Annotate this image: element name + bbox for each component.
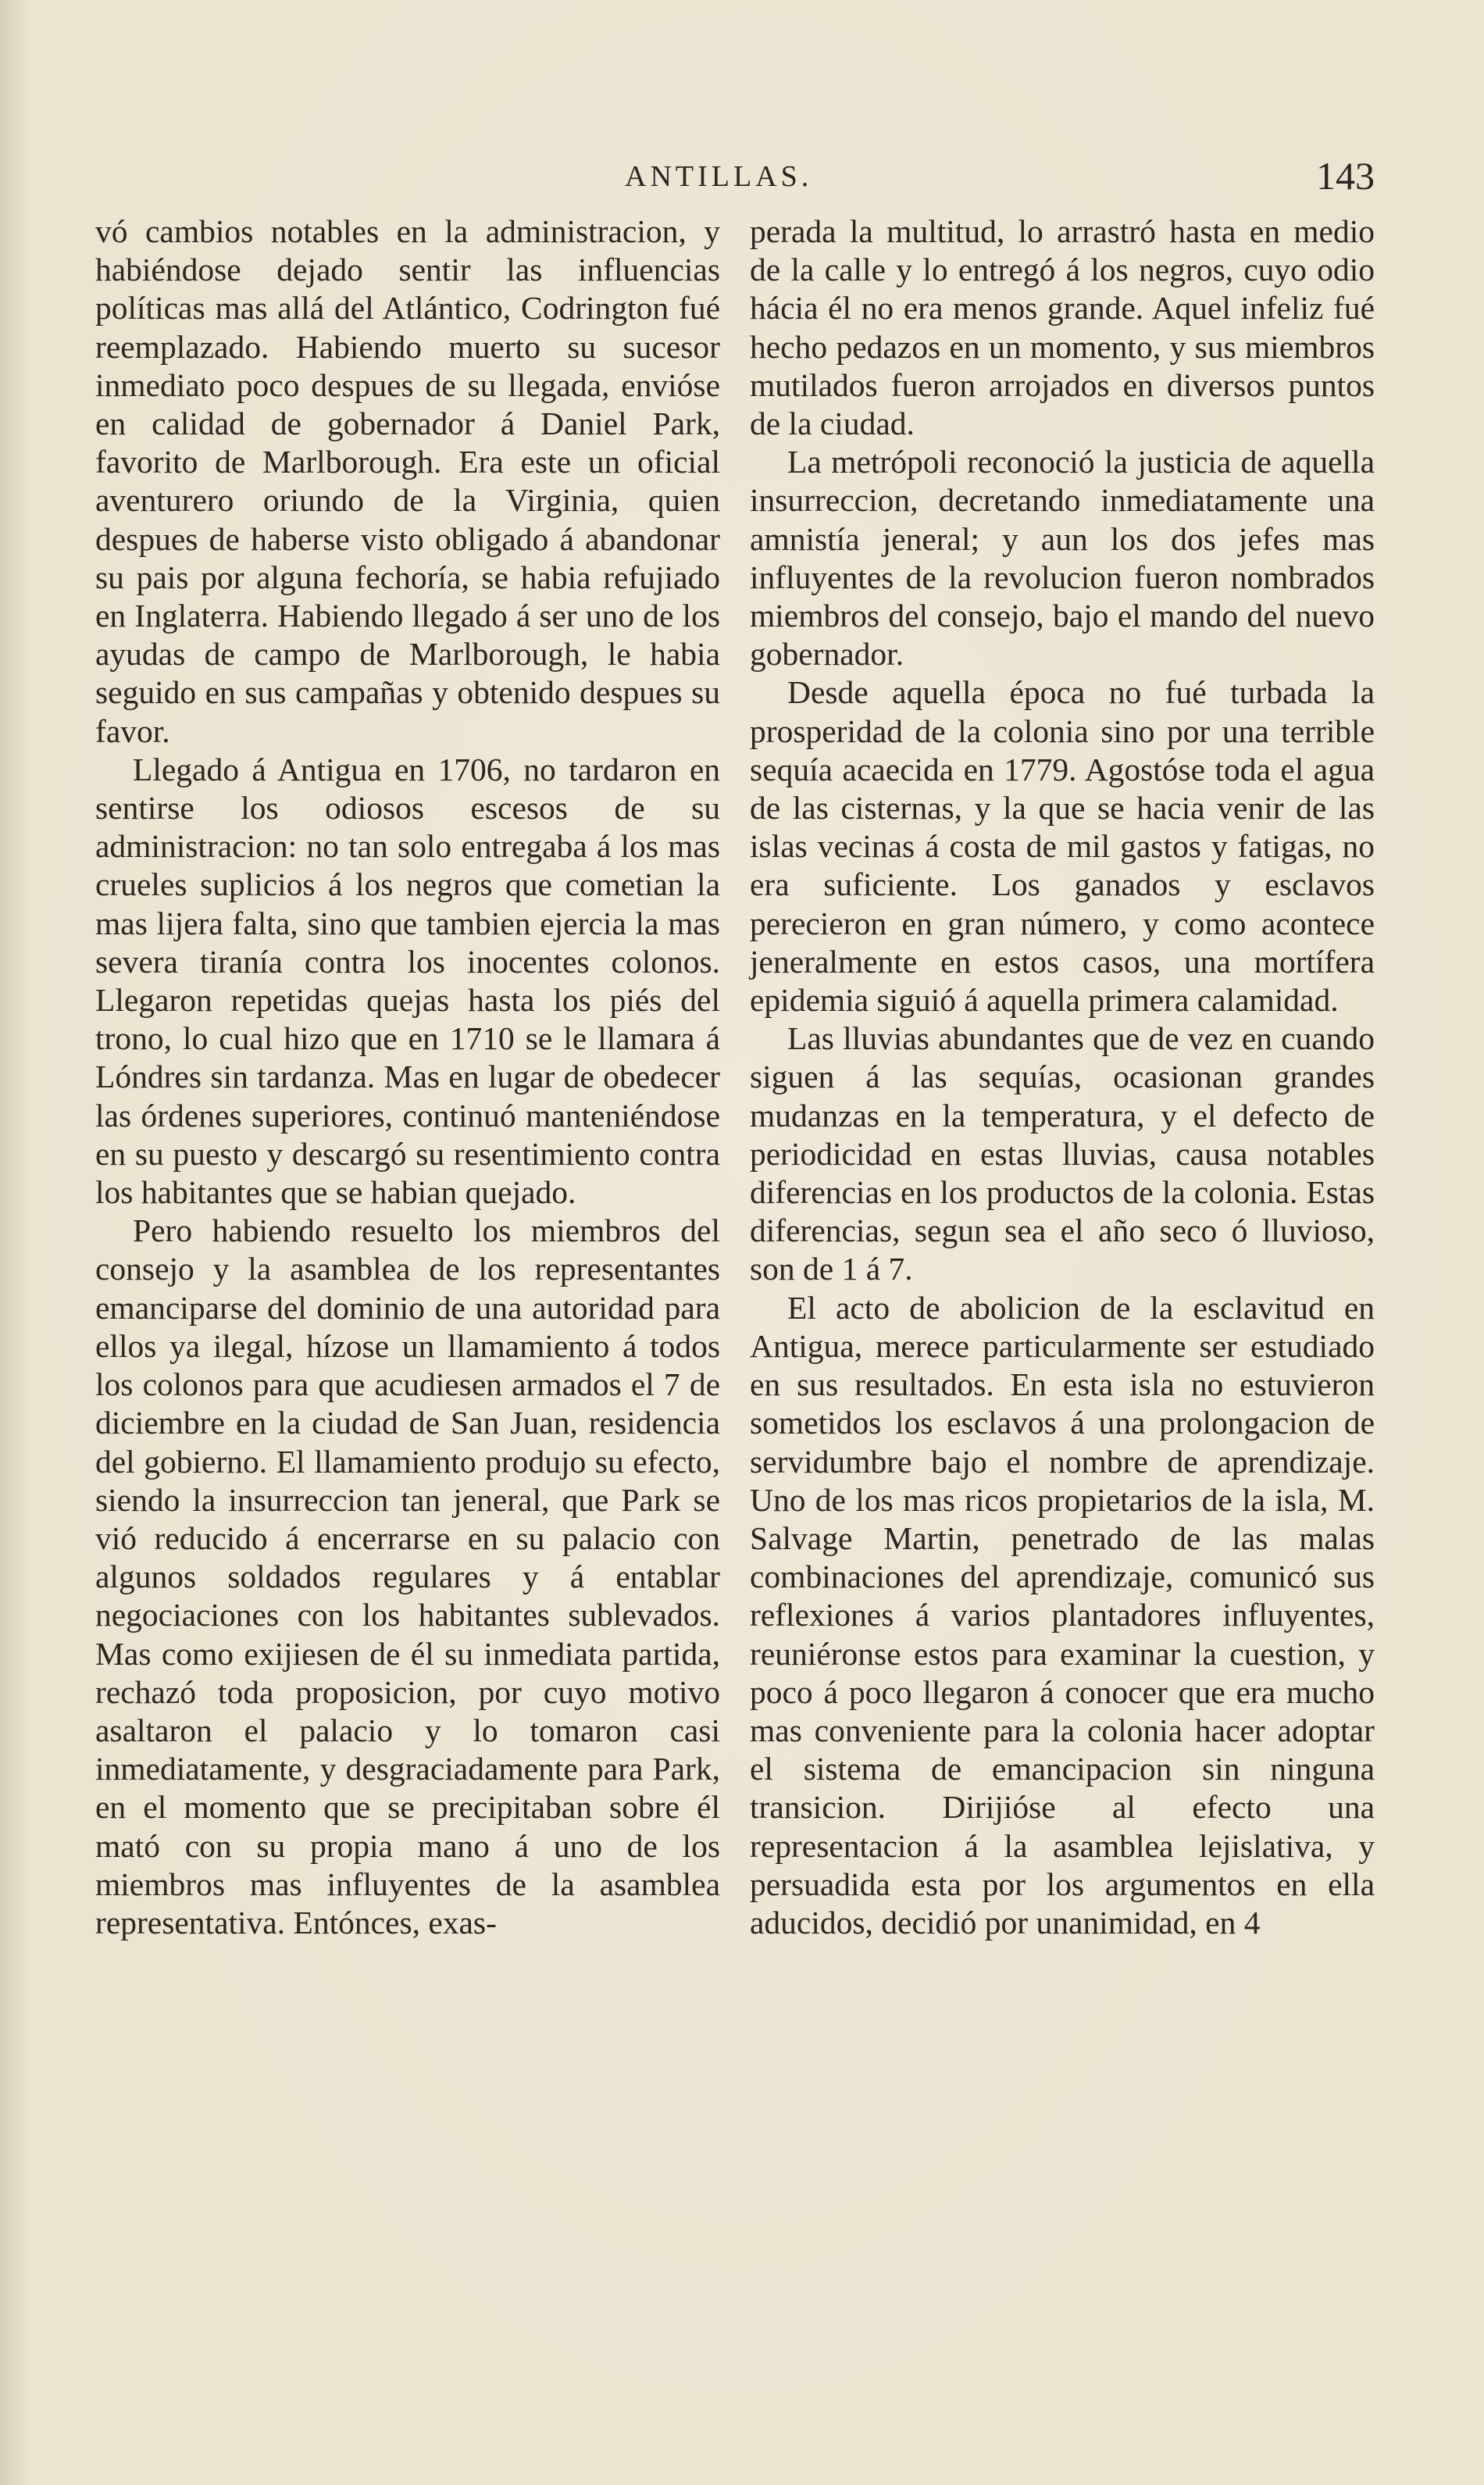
- right-column: [750, 212, 1375, 1942]
- left-column: [95, 212, 720, 1942]
- page-header: [94, 153, 1375, 200]
- page-number: 143: [1316, 154, 1375, 198]
- page-gutter-shadow: [0, 0, 31, 2485]
- paragraph: El acto de abolicion de la esclavitud en Antigua, merece particularmente ser estudiado en sus resultados. En esta isla no estuvieron sometidos los esclavos á una prolongacion de servidumbre bajo el nombre de aprendizaje. Uno de los mas ricos propietarios de la isla, M. Salvage Martin, penetrado de las malas combinaciones del aprendizaje, comunicó sus reflexiones á varios plantadores influyentes, reuniéronse estos para examinar la cuestion, y poco á poco llegaron á conocer que era mucho mas conveniente para la colonia hacer adoptar el sistema de emancipacion sin ninguna transicion. Dirijióse al efecto una representacion á la asamblea lejislativa, y persuadida esta por los argumentos en ella aducidos, decidió por unanimidad, en 4: [750, 1289, 1375, 1941]
- paragraph: Pero habiendo resuelto los miembros del consejo y la asamblea de los representantes emanciparse del dominio de una autoridad para ellos ya ilegal, hízose un llamamiento á todos los colonos para que acudiesen armados el 7 de diciembre en la ciudad de San Juan, residencia del gobierno. El llamamiento produjo su efecto, siendo la insurreccion tan jeneral, que Park se vió reducido á encerrarse en su palacio con algunos soldados regulares y á entablar negociaciones con los habitantes sublevados. Mas como exijiesen de él su inmediata partida, rechazó toda proposicion, por cuyo motivo asaltaron el palacio y lo tomaron casi inmediatamente, y desgraciadamente para Park, en el momento que se precipitaban sobre él mató con su propia mano á uno de los miembros mas influyentes de la asamblea representativa. Entónces, exas-: [95, 1212, 720, 1941]
- paragraph: Las lluvias abundantes que de vez en cuando siguen á las sequías, ocasionan grandes mudanzas en la temperatura, y el defecto de periodicidad en estas lluvias, causa notables diferencias en los productos de la colonia. Estas diferencias, segun sea el año seco ó lluvioso, son de 1 á 7.: [750, 1020, 1375, 1287]
- paragraph: Llegado á Antigua en 1706, no tardaron en sentirse los odiosos escesos de su administracion: no tan solo entregaba á los mas crueles suplicios á los negros que cometian la mas lijera falta, sino que tambien ejercia la mas severa tiranía contra los inocentes colonos. Llegaron repetidas quejas hasta los piés del trono, lo cual hizo que en 1710 se le llamara á Lóndres sin tardanza. Mas en lugar de obedecer las órdenes superiores, continuó manteniéndose en su puesto y descargó su resentimiento contra los habitantes que se habian quejado.: [95, 751, 720, 1211]
- paragraph: vó cambios notables en la administracion, y habiéndose dejado sentir las influencias políticas mas allá del Atlántico, Codrington fué reemplazado. Habiendo muerto su sucesor inmediato poco despues de su llegada, envióse en calidad de gobernador á Daniel Park, favorito de Marlborough. Era este un oficial aventurero oriundo de la Virginia, quien despues de haberse visto obligado á abandonar su pais por alguna fechoría, se habia refujiado en Inglaterra. Habiendo llegado á ser uno de los ayudas de campo de Marlborough, le habia seguido en sus campañas y obtenido despues su favor.: [95, 213, 720, 749]
- paragraph: Desde aquella época no fué turbada la prosperidad de la colonia sino por una terrible sequía acaecida en 1779. Agostóse toda el agua de las cisternas, y la que se hacia venir de las islas vecinas á costa de mil gastos y fatigas, no era suficiente. Los ganados y esclavos perecieron en gran número, y como acontece jeneralmente en estos casos, una mortífera epidemia siguió á aquella primera calamidad.: [750, 674, 1375, 1019]
- paragraph: La metrópoli reconoció la justicia de aquella insurreccion, decretando inmediatamente una amnistía jeneral; y aun los dos jefes mas influyentes de la revolucion fueron nombrados miembros del consejo, bajo el mando del nuevo gobernador.: [750, 444, 1375, 673]
- running-title: ANTILLAS.: [625, 160, 813, 193]
- paragraph: perada la multitud, lo arrastró hasta en medio de la calle y lo entregó á los negros, cuyo odio hácia él no era menos grande. Aquel infeliz fué hecho pedazos en un momento, y sus miembros mutilados fueron arrojados en diversos puntos de la ciudad.: [750, 213, 1375, 442]
